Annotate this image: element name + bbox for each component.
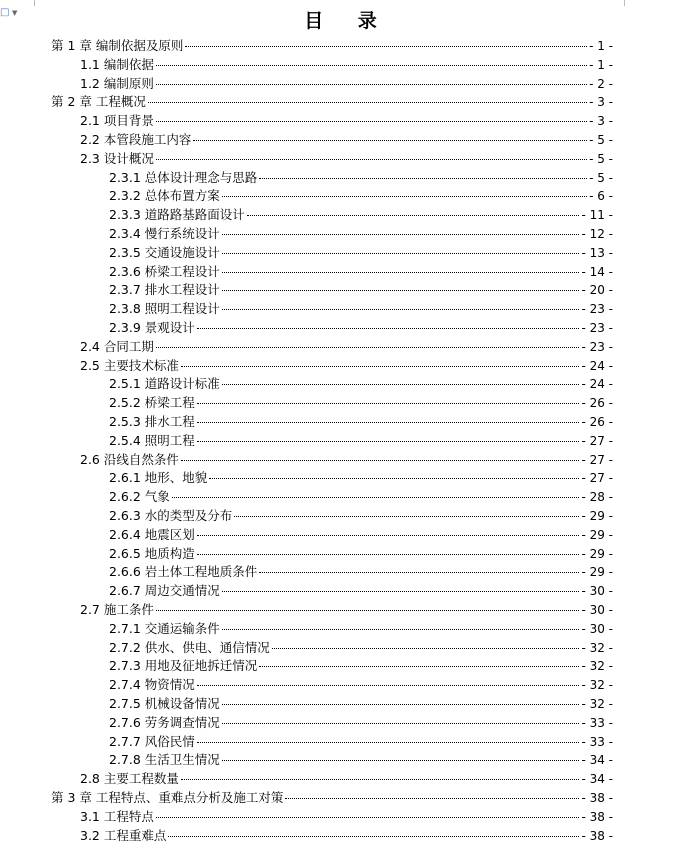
toc-entry-page: - 12 - bbox=[581, 227, 613, 241]
toc-entry-label: 2.6 沿线自然条件 bbox=[80, 451, 179, 467]
toc-entry-label: 2.6.4 地震区划 bbox=[109, 526, 195, 542]
toc-entry-page: - 32 - bbox=[581, 640, 613, 655]
toc-entry[interactable] bbox=[80, 75, 613, 93]
toc-entry-label: 第 1 章 编制依据及原则 bbox=[51, 38, 184, 53]
toc-entry-page: - 30 - bbox=[581, 621, 613, 636]
toc-entry-label: 2.3 设计概况 bbox=[80, 150, 154, 166]
toc-entry-page: - 3 - bbox=[589, 95, 613, 110]
toc-entry[interactable] bbox=[109, 206, 613, 224]
toc-entry-label: 2.5 主要技术标准 bbox=[80, 357, 179, 373]
toc-entry[interactable] bbox=[109, 507, 613, 525]
toc-entry-label: 2.7.5 机械设备情况 bbox=[109, 696, 220, 711]
toc-entry-label: 2.3.3 道路路基路面设计 bbox=[109, 207, 245, 223]
toc-leader-dots bbox=[156, 609, 580, 611]
toc-entry-label: 3.1 工程特点 bbox=[80, 808, 154, 824]
toc-entry-page: - 26 - bbox=[581, 415, 613, 429]
toc-entry[interactable] bbox=[80, 770, 613, 788]
toc-entry[interactable] bbox=[109, 695, 613, 713]
toc-entry-page: - 14 - bbox=[581, 264, 613, 279]
toc-leader-dots bbox=[156, 346, 580, 348]
toc-entry-page: - 29 - bbox=[581, 527, 613, 542]
toc-entry-label: 2.7.1 交通运输条件 bbox=[109, 620, 220, 636]
toc-leader-dots bbox=[181, 459, 580, 461]
toc-entry[interactable] bbox=[109, 733, 613, 751]
toc-entry[interactable] bbox=[51, 93, 613, 111]
toc-entry[interactable] bbox=[80, 112, 613, 130]
toc-entry-label: 2.3.6 桥梁工程设计 bbox=[109, 263, 220, 279]
toc-leader-dots bbox=[168, 835, 579, 837]
toc-entry-page: - 34 - bbox=[581, 772, 613, 787]
toc-leader-dots bbox=[234, 515, 579, 517]
document-icon[interactable]: □ bbox=[0, 7, 10, 18]
toc-entry[interactable] bbox=[109, 488, 613, 506]
toc-entry-page: - 30 - bbox=[581, 603, 613, 617]
toc-leader-dots bbox=[197, 684, 580, 686]
toc-leader-dots bbox=[222, 252, 580, 254]
toc-entry[interactable] bbox=[109, 582, 613, 600]
toc-entry[interactable] bbox=[109, 394, 613, 412]
toc-leader-dots bbox=[222, 759, 580, 761]
toc-entry-label: 2.6.2 气象 bbox=[109, 489, 170, 505]
toc-leader-dots bbox=[193, 139, 587, 141]
toc-entry-label: 2.7.8 生活卫生情况 bbox=[109, 752, 220, 768]
toc-entry-label: 2.6.7 周边交通情况 bbox=[109, 583, 220, 599]
toc-entry[interactable] bbox=[109, 244, 613, 262]
toc-entry-label: 2.3.7 排水工程设计 bbox=[109, 282, 220, 298]
toc-entry[interactable] bbox=[109, 714, 613, 732]
toc-entry-page: - 6 - bbox=[589, 189, 613, 204]
toc-entry[interactable] bbox=[109, 469, 613, 487]
toc-entry-page: - 5 - bbox=[589, 133, 613, 147]
toc-leader-dots bbox=[197, 402, 580, 404]
toc-entry-page: - 29 - bbox=[581, 546, 613, 561]
toc-entry-page: - 2 - bbox=[589, 76, 613, 91]
toc-entry-label: 2.6.6 岩土体工程地质条件 bbox=[109, 564, 258, 580]
toc-leader-dots bbox=[197, 553, 580, 555]
toc-entry-page: - 5 - bbox=[589, 151, 613, 166]
toc-leader-dots bbox=[222, 195, 587, 197]
toc-entry-page: - 32 - bbox=[581, 697, 613, 711]
toc-entry[interactable] bbox=[80, 827, 613, 845]
toc-leader-dots bbox=[222, 271, 580, 273]
toc-entry-page: - 5 - bbox=[589, 170, 613, 185]
toc-entry-page: - 1 - bbox=[589, 57, 613, 72]
toc-entry-page: - 33 - bbox=[581, 715, 613, 730]
toc-entry-label: 第 2 章 工程概况 bbox=[51, 94, 146, 110]
toc-leader-dots bbox=[259, 665, 579, 667]
toc-entry-label: 2.2 本管段施工内容 bbox=[80, 132, 192, 147]
toc-leader-dots bbox=[222, 308, 580, 310]
toc-entry[interactable] bbox=[80, 56, 613, 74]
toc-entry[interactable] bbox=[109, 751, 613, 769]
toc-leader-dots bbox=[259, 177, 587, 179]
toc-entry-label: 2.5.1 道路设计标准 bbox=[109, 376, 220, 392]
toc-leader-dots bbox=[209, 477, 579, 479]
toc-leader-dots bbox=[156, 83, 587, 85]
toc-entry-page: - 29 - bbox=[581, 565, 613, 580]
toc-entry-page: - 1 - bbox=[589, 39, 613, 53]
toc-entry-page: - 32 - bbox=[581, 678, 613, 693]
toc-leader-dots bbox=[148, 101, 587, 103]
toc-entry-label: 2.3.1 总体设计理念与思路 bbox=[109, 169, 258, 185]
toc-entry-label: 2.3.9 景观设计 bbox=[109, 320, 195, 335]
toc-entry-label: 2.7.4 物资情况 bbox=[109, 677, 195, 693]
toc-leader-dots bbox=[222, 722, 580, 724]
toc-leader-dots bbox=[197, 327, 580, 329]
toc-entry[interactable] bbox=[80, 357, 613, 375]
toc-entry-label: 2.5.4 照明工程 bbox=[109, 432, 195, 448]
toc-leader-dots bbox=[197, 534, 580, 536]
toc-entry[interactable] bbox=[109, 225, 613, 243]
toc-entry[interactable] bbox=[109, 657, 613, 675]
toc-leader-dots bbox=[222, 628, 580, 630]
toc-leader-dots bbox=[156, 64, 587, 66]
toc-entry-label: 2.7 施工条件 bbox=[80, 602, 154, 617]
toc-leader-dots bbox=[222, 383, 580, 385]
toc-leader-dots bbox=[222, 233, 580, 235]
toc-entry-label: 2.7.7 风俗民情 bbox=[109, 733, 195, 749]
toc-entry-label: 2.4 合同工期 bbox=[80, 338, 154, 354]
toc-entry-label: 2.3.4 慢行系统设计 bbox=[109, 226, 220, 241]
toc-leader-dots bbox=[285, 797, 579, 799]
toc-entry[interactable] bbox=[109, 639, 613, 657]
toc-leader-dots bbox=[156, 816, 580, 818]
page-title: 目 录 bbox=[304, 10, 391, 32]
toc-entry-label: 2.8 主要工程数量 bbox=[80, 771, 179, 787]
toc-entry-page: - 26 - bbox=[581, 396, 613, 411]
toc-entry-page: - 11 - bbox=[581, 208, 613, 223]
toc-leader-dots bbox=[181, 365, 580, 367]
toc-entry[interactable] bbox=[109, 620, 613, 638]
toc-entry-label: 3.2 工程重难点 bbox=[80, 827, 167, 843]
toc-entry-page: - 23 - bbox=[581, 339, 613, 354]
toc-entry[interactable] bbox=[109, 563, 613, 581]
toc-entry-page: - 3 - bbox=[589, 114, 613, 129]
toc-entry-page: - 27 - bbox=[581, 471, 613, 486]
toc-entry-page: - 32 - bbox=[581, 659, 613, 674]
toc-entry[interactable] bbox=[109, 300, 613, 318]
toc-entry[interactable] bbox=[109, 281, 613, 299]
toc-entry[interactable] bbox=[80, 131, 613, 149]
toc-entry-page: - 30 - bbox=[581, 584, 613, 599]
toc-entry[interactable] bbox=[109, 545, 613, 563]
toc-entry-page: - 13 - bbox=[581, 245, 613, 260]
toc-entry-page: - 27 - bbox=[581, 433, 613, 448]
toc-entry-page: - 29 - bbox=[581, 509, 613, 523]
toc-leader-dots bbox=[156, 158, 587, 160]
toc-leader-dots bbox=[259, 571, 579, 573]
toc-entry[interactable] bbox=[109, 375, 613, 393]
chevron-down-icon[interactable]: ▼ bbox=[12, 9, 18, 17]
toc-entry[interactable] bbox=[109, 263, 613, 281]
toc-entry-label: 2.5.2 桥梁工程 bbox=[109, 395, 195, 411]
toc-entry[interactable] bbox=[80, 451, 613, 469]
toc-entry[interactable] bbox=[80, 338, 613, 356]
toc-entry-label: 2.5.3 排水工程 bbox=[109, 414, 195, 429]
toc-entry[interactable] bbox=[80, 601, 613, 619]
toc-entry[interactable] bbox=[109, 432, 613, 450]
toc-leader-dots bbox=[197, 440, 580, 442]
toc-entry-page: - 38 - bbox=[581, 828, 613, 843]
toc-entry[interactable] bbox=[109, 526, 613, 544]
toc-entry-label: 1.1 编制依据 bbox=[80, 56, 154, 72]
toc-leader-dots bbox=[222, 289, 580, 291]
toc-entry-label: 2.1 项目背景 bbox=[80, 113, 154, 129]
toc-entry-label: 2.3.8 照明工程设计 bbox=[109, 301, 220, 317]
toc-entry[interactable] bbox=[109, 187, 613, 205]
toc-entry-label: 2.7.6 劳务调查情况 bbox=[109, 714, 220, 730]
toc-entry-label: 2.7.2 供水、供电、通信情况 bbox=[109, 639, 270, 655]
toc-entry[interactable] bbox=[51, 37, 613, 55]
toc-entry[interactable] bbox=[51, 789, 613, 807]
toc-entry[interactable] bbox=[109, 413, 613, 431]
toc-entry-label: 2.7.3 用地及征地拆迁情况 bbox=[109, 658, 258, 674]
toc-entry-page: - 27 - bbox=[581, 452, 613, 467]
toc-entry-page: - 38 - bbox=[581, 809, 613, 824]
toc-entry-page: - 38 - bbox=[581, 791, 613, 805]
toc-entry[interactable] bbox=[80, 150, 613, 168]
toc-entry-page: - 33 - bbox=[581, 734, 613, 749]
toc-entry-page: - 28 - bbox=[581, 490, 613, 505]
toc-leader-dots bbox=[197, 741, 580, 743]
toc-entry-page: - 24 - bbox=[581, 358, 613, 373]
toc-entry-label: 2.6.5 地质构造 bbox=[109, 545, 195, 561]
toc-leader-dots bbox=[222, 703, 580, 705]
toc-entry-label: 第 3 章 工程特点、重难点分析及施工对策 bbox=[51, 790, 284, 805]
toc-leader-dots bbox=[222, 590, 580, 592]
toc-entry-label: 2.6.1 地形、地貌 bbox=[109, 470, 208, 486]
toc-entry-label: 1.2 编制原则 bbox=[80, 75, 154, 91]
toc-leader-dots bbox=[197, 421, 580, 423]
toc-entry[interactable] bbox=[80, 808, 613, 826]
toc-leader-dots bbox=[185, 45, 587, 47]
toc-leader-dots bbox=[247, 214, 580, 216]
toc-leader-dots bbox=[156, 120, 587, 122]
toc-entry[interactable] bbox=[109, 319, 613, 337]
toc-entry-page: - 34 - bbox=[581, 753, 613, 768]
toc-leader-dots bbox=[272, 647, 580, 649]
toc-leader-dots bbox=[172, 496, 580, 498]
toc-entry-label: 2.3.2 总体布置方案 bbox=[109, 188, 220, 204]
toc-entry[interactable] bbox=[109, 169, 613, 187]
toc-entry[interactable] bbox=[109, 676, 613, 694]
toc-entry-page: - 23 - bbox=[581, 321, 613, 335]
toc-leader-dots bbox=[181, 778, 580, 780]
toc-entry-label: 2.3.5 交通设施设计 bbox=[109, 244, 220, 260]
toc-entry-page: - 20 - bbox=[581, 283, 613, 298]
toc-entry-page: - 24 - bbox=[581, 377, 613, 392]
toc-entry-page: - 23 - bbox=[581, 302, 613, 317]
toc-entry-label: 2.6.3 水的类型及分布 bbox=[109, 508, 233, 523]
